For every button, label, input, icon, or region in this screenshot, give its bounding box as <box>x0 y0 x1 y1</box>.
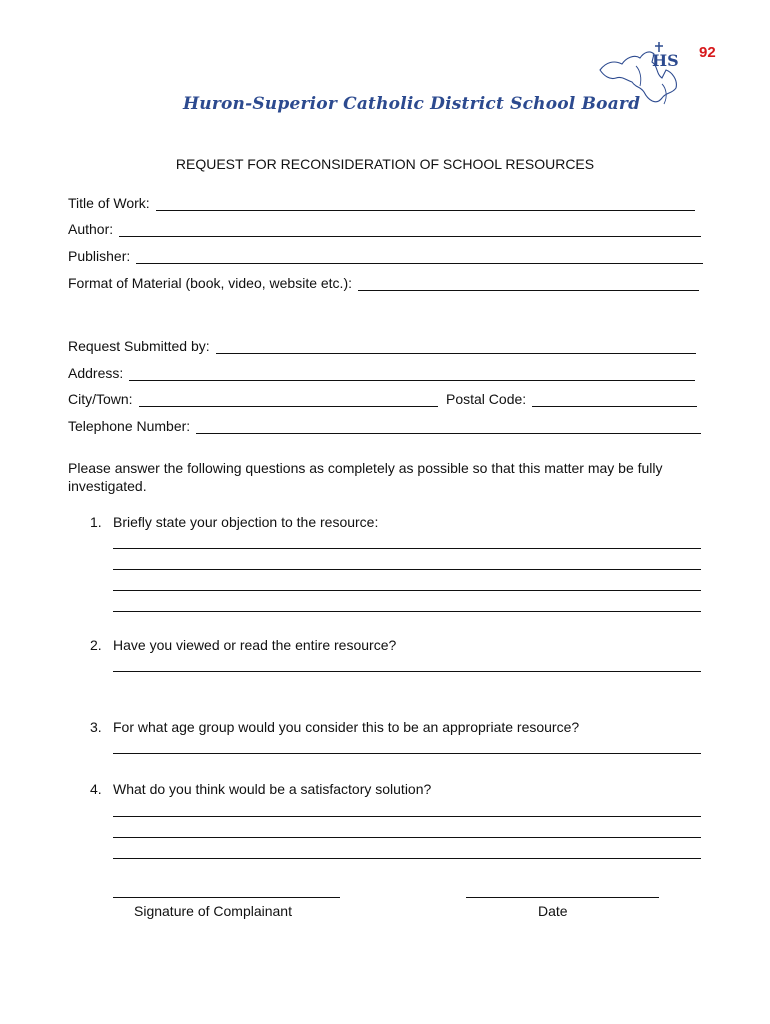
answer-line[interactable] <box>113 816 701 817</box>
telephone-line[interactable] <box>196 419 701 434</box>
form-title: REQUEST FOR RECONSIDERATION OF SCHOOL RESOURCES <box>175 156 595 172</box>
postal-code-line[interactable] <box>532 392 697 407</box>
submitted-by-label: Request Submitted by: <box>68 338 210 354</box>
title-of-work-label: Title of Work: <box>68 195 150 211</box>
telephone-label: Telephone Number: <box>68 418 191 434</box>
question-2 <box>90 637 396 653</box>
question-1-text: Briefly state your objection to the resource: <box>113 514 379 530</box>
board-name: Huron-Superior Catholic District School Board <box>183 94 641 114</box>
answer-line[interactable] <box>113 858 701 859</box>
signature-line[interactable] <box>113 897 340 898</box>
telephone-field[interactable] <box>68 414 701 434</box>
author-field[interactable] <box>68 217 701 237</box>
publisher-line[interactable] <box>136 249 703 264</box>
format-field[interactable] <box>68 271 699 291</box>
answer-line[interactable] <box>113 569 701 570</box>
postal-code-label: Postal Code: <box>446 391 527 407</box>
author-line[interactable] <box>119 222 701 237</box>
answer-line[interactable] <box>113 671 701 672</box>
publisher-field[interactable] <box>68 244 703 264</box>
question-1 <box>90 514 378 530</box>
answer-line[interactable] <box>113 548 701 549</box>
question-4-text: What do you think would be a satisfactory solution? <box>113 781 432 797</box>
question-3-text: For what age group would you consider this to be an appropriate resource? <box>113 719 580 735</box>
question-4 <box>90 781 431 797</box>
title-of-work-line[interactable] <box>156 196 695 211</box>
author-label: Author: <box>68 221 114 237</box>
address-label: Address: <box>68 365 124 381</box>
answer-line[interactable] <box>113 590 701 591</box>
answer-line[interactable] <box>113 753 701 754</box>
question-4-number: 4. <box>90 781 102 797</box>
signature-label: Signature of Complainant <box>134 903 292 919</box>
format-label: Format of Material (book, video, website etc.): <box>68 275 352 291</box>
city-line[interactable] <box>139 392 438 407</box>
date-line[interactable] <box>466 897 659 898</box>
question-1-number: 1. <box>90 514 102 530</box>
logo-letters: HS <box>652 51 679 70</box>
date-label: Date <box>538 903 568 919</box>
submitted-by-field[interactable] <box>68 334 696 354</box>
instructions-text: Please answer the following questions as completely as possible so that this matter may be fully investigated. <box>68 460 663 494</box>
question-3-number: 3. <box>90 719 102 735</box>
answer-line[interactable] <box>113 837 701 838</box>
submitted-by-line[interactable] <box>216 339 696 354</box>
page-number: 92 <box>699 44 716 61</box>
answer-line[interactable] <box>113 611 701 612</box>
publisher-label: Publisher: <box>68 248 131 264</box>
format-line[interactable] <box>358 276 699 291</box>
question-2-number: 2. <box>90 637 102 653</box>
question-3 <box>90 719 579 735</box>
address-field[interactable] <box>68 361 695 381</box>
question-2-text: Have you viewed or read the entire resource? <box>113 637 397 653</box>
city-field[interactable] <box>68 387 438 407</box>
title-of-work-field[interactable] <box>68 191 695 211</box>
postal-code-field[interactable] <box>446 387 697 407</box>
city-label: City/Town: <box>68 391 133 407</box>
address-line[interactable] <box>129 366 695 381</box>
